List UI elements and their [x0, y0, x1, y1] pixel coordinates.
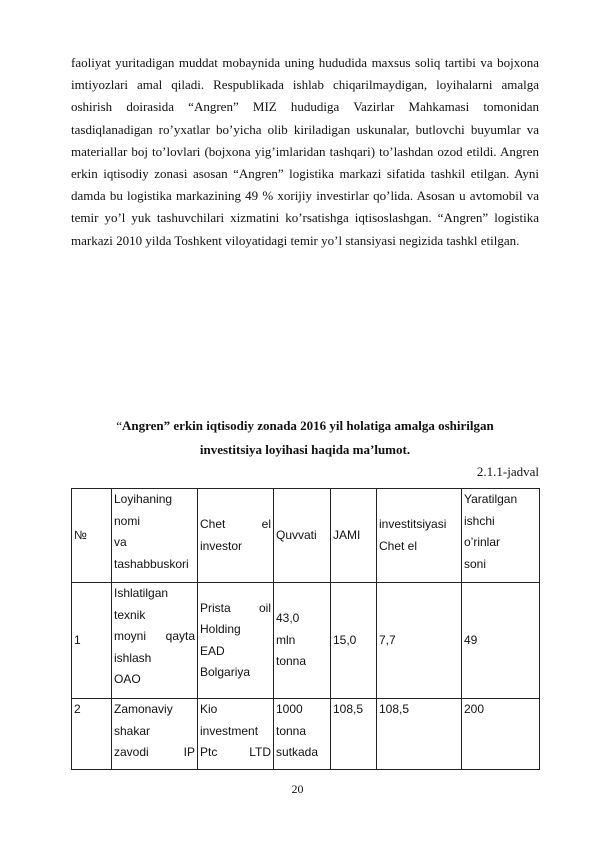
- header-project-line: va: [114, 535, 127, 549]
- header-foreign-investment-line: investitsiyasi: [379, 517, 447, 531]
- header-foreign-investment: [377, 489, 462, 583]
- row-investor-line: investment: [200, 723, 259, 738]
- header-investor: [198, 489, 274, 583]
- investment-table: [71, 488, 540, 770]
- table-header-row: [72, 489, 540, 583]
- row-investor-line: Holding: [200, 622, 241, 636]
- row-capacity-line: tonna: [276, 723, 307, 738]
- row-total: 15,0: [331, 583, 377, 699]
- table-label: 2.1.1-jadval: [476, 464, 539, 479]
- row-foreign-investment: 7,7: [377, 583, 462, 699]
- row-investor-line: Ptc LTD: [200, 745, 271, 759]
- row-investor-line: Prista oil: [200, 600, 271, 615]
- row-project-line: OAO: [114, 672, 141, 686]
- row-capacity-line: 43,0: [276, 611, 300, 626]
- page-number: 20: [291, 782, 304, 796]
- header-jobs-line: ishchi: [464, 513, 495, 528]
- table-row: [72, 699, 540, 770]
- header-jobs-line: Yaratilgan: [464, 492, 518, 506]
- header-foreign-investment-line: Chet el: [379, 538, 418, 553]
- table-title: [71, 414, 539, 462]
- row-project-line: Ishlatilgan: [114, 586, 169, 600]
- row-num: 2: [72, 699, 112, 770]
- header-capacity: Quvvati: [274, 489, 331, 583]
- row-capacity: [274, 583, 331, 699]
- header-num: №: [72, 489, 112, 583]
- row-total: 108,5: [331, 699, 377, 770]
- row-project: [112, 699, 198, 770]
- row-capacity-line: 1000: [276, 702, 303, 716]
- header-project: [112, 489, 198, 583]
- row-capacity: [274, 699, 331, 770]
- header-jobs: [462, 489, 540, 583]
- row-capacity-line: sutkada: [276, 745, 319, 759]
- header-project-line: nomi: [114, 513, 141, 528]
- row-jobs: 49: [462, 583, 540, 699]
- body-paragraph: faoliyat yuritadigan muddat mobaynida uning hududida maxsus soliq tartibi va bojxona imtiyozlari amal qiladi. Respublikada ishlab chiqarilmaydigan, loyihalarni amalga oshirish doirasida “Angren” MIZ hududiga Vazirlar Mahkamasi tomonidan tasdiqlanadigan ro’yxatlar bo’yicha olib kiriladigan uskunalar, butlovchi buyumlar va materiallar boj to’lovlari (bojxona yig’imlaridan tashqari) to’lashdan ozod etildi. Angren erkin iqtisodiy zonasi asosan “Angren” logistika markazi sifatida tashkil etilgan. Ayni damda bu logistika markazining 49 % xorijiy investirlar qo’lida. Asosan u avtomobil va temir yo’l yuk tashuvchilari xizmatini ko’rsatishga iqtisoslashgan. “Angren” logistika markazi 2010 yilda Toshkent viloyatidagi temir yo’l stansiyasi negizida tashkl etilgan.: [71, 55, 539, 248]
- row-project-line: zavodi IP: [114, 745, 195, 759]
- header-jobs-line: soni: [464, 556, 487, 571]
- row-investor: [198, 699, 274, 770]
- row-project-line: Zamonaviy: [114, 702, 173, 716]
- row-capacity-line: mln: [276, 632, 296, 647]
- table-title-quote: “: [116, 418, 122, 433]
- row-project-line: ishlash: [114, 650, 152, 665]
- row-investor: [198, 583, 274, 699]
- header-investor-line: investor: [200, 538, 243, 553]
- header-project-line: tashabbuskori: [114, 556, 189, 571]
- row-foreign-investment: 108,5: [377, 699, 462, 770]
- row-jobs: 200: [462, 699, 540, 770]
- table-title-line1: Angren” erkin iqtisodiy zonada 2016 yil holatiga amalga oshirilgan: [122, 418, 494, 433]
- row-num: 1: [72, 583, 112, 699]
- row-project: [112, 583, 198, 699]
- header-project-line: Loyihaning: [114, 492, 173, 506]
- row-investor-line: Kio: [200, 702, 218, 716]
- row-capacity-line: tonna: [276, 654, 307, 669]
- row-project-line: shakar: [114, 723, 151, 738]
- table-row: [72, 583, 540, 699]
- header-total: JAMI: [331, 489, 377, 583]
- header-investor-line: Chet el: [200, 517, 271, 531]
- row-investor-line: Bolgariya: [200, 665, 251, 679]
- row-investor-line: EAD: [200, 643, 225, 658]
- header-jobs-line: o’rinlar: [464, 535, 501, 549]
- row-project-line: texnik: [114, 607, 146, 622]
- table-title-line2: investitsiya loyihasi haqida ma’lumot.: [199, 442, 411, 457]
- row-project-line: moyni qayta: [114, 629, 195, 643]
